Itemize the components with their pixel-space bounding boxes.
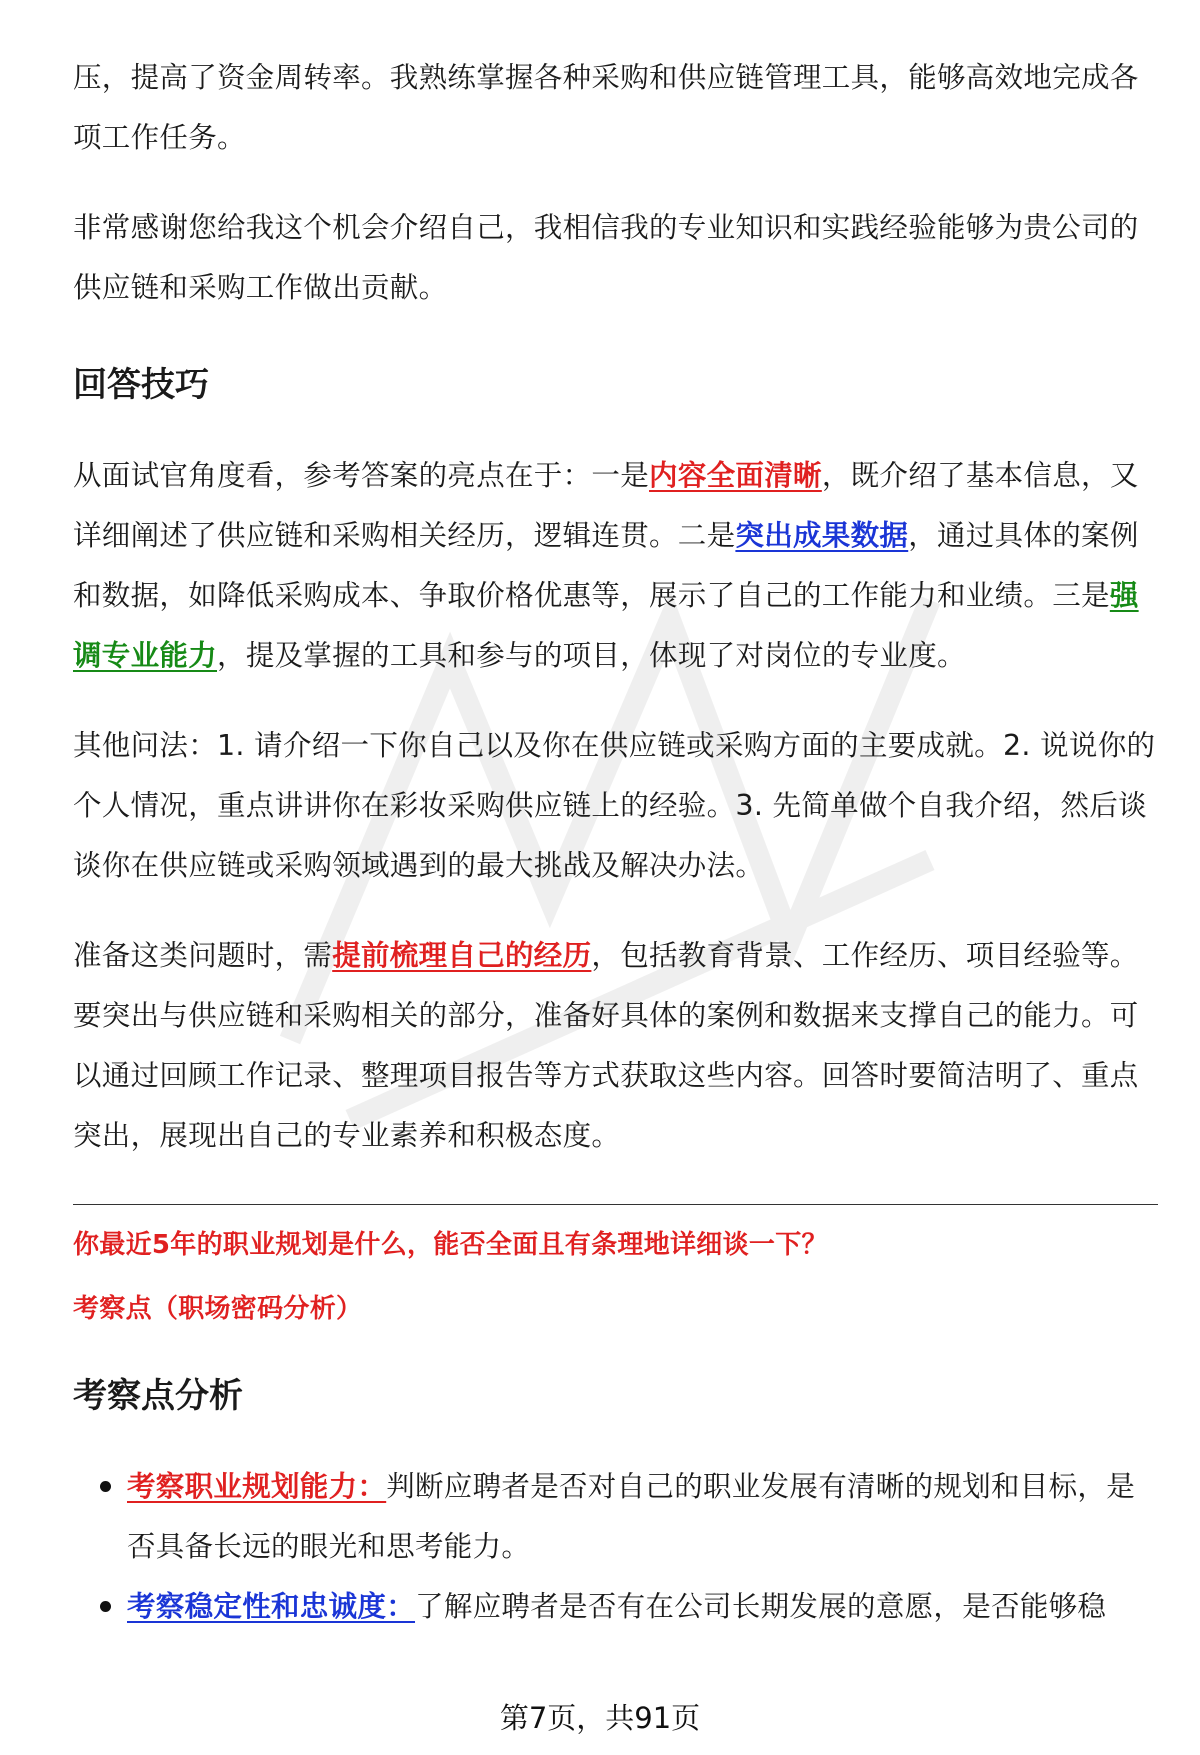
highlight-professional-ability: 强调专业能力 xyxy=(73,579,1139,672)
paragraph-preparation xyxy=(73,926,1158,1166)
bullet-dot xyxy=(100,1481,111,1492)
heading-analysis: 考察点分析 xyxy=(73,1376,243,1416)
paragraph-other-questions: 其他问法：1. 请介绍一下你自己以及你在供应链或采购方面的主要成就。2. 说说你的个人情况，重点讲讲你在彩妆采购供应链上的经验。3. 先简单做个自我介绍，然后谈谈你在供应链或采购领域遇到的最大挑战及解决办法。 xyxy=(73,729,1156,882)
list-item xyxy=(73,1457,1158,1577)
document-page xyxy=(73,48,1158,1637)
paragraph-2: 非常感谢您给我这个机会介绍自己，我相信我的专业知识和实践经验能够为贵公司的供应链和采购工作做出贡献。 xyxy=(73,211,1139,304)
text-segment: 准备这类问题时，需 xyxy=(73,939,333,972)
bullet-dot xyxy=(100,1601,111,1612)
bullet-text: 了解应聘者是否有在公司长期发展的意愿，是否能够稳 xyxy=(415,1590,1107,1623)
text-segment: ，通过具体的案例和数据，如降低采购成本、争取价格优惠等，展示了自己的工作能力和业绩。三是 xyxy=(73,519,1139,612)
bullet-label: 考察职业规划能力： xyxy=(127,1470,387,1503)
analysis-list xyxy=(73,1457,1158,1637)
highlight-content-clear: 内容全面清晰 xyxy=(649,459,822,492)
text-segment: ，既介绍了基本信息，又详细阐述了供应链和采购相关经历，逻辑连贯。二是 xyxy=(73,459,1139,552)
page-footer: 第7页，共91页 xyxy=(499,1701,701,1735)
bullet-label: 考察稳定性和忠诚度： xyxy=(127,1590,416,1623)
highlight-results-data: 突出成果数据 xyxy=(735,519,909,552)
heading-answer-tips: 回答技巧 xyxy=(73,365,209,405)
section-divider xyxy=(73,1204,1158,1205)
highlight-sort-experience: 提前梳理自己的经历 xyxy=(332,939,592,972)
text-segment: 从面试官角度看，参考答案的亮点在于：一是 xyxy=(73,459,650,492)
question-title: 你最近5年的职业规划是什么，能否全面且有条理地详细谈一下？ xyxy=(73,1230,828,1260)
paragraph-1: 压，提高了资金周转率。我熟练掌握各种采购和供应链管理工具，能够高效地完成各项工作任务。 xyxy=(73,61,1139,154)
text-segment: ，提及掌握的工具和参与的项目，体现了对岗位的专业度。 xyxy=(217,639,966,672)
question-subtitle: 考察点（职场密码分析） xyxy=(73,1294,363,1324)
bullet-text: 判断应聘者是否对自己的职业发展有清晰的规划和目标，是否具备长远的眼光和思考能力。 xyxy=(127,1470,1136,1563)
list-item xyxy=(73,1577,1158,1637)
paragraph-highlights xyxy=(73,446,1158,686)
text-segment: ，包括教育背景、工作经历、项目经验等。要突出与供应链和采购相关的部分，准备好具体的案例和数据来支撑自己的能力。可以通过回顾工作记录、整理项目报告等方式获取这些内容。回答时要简洁明了、重点突出，展现出自己的专业素养和积极态度。 xyxy=(73,939,1139,1152)
